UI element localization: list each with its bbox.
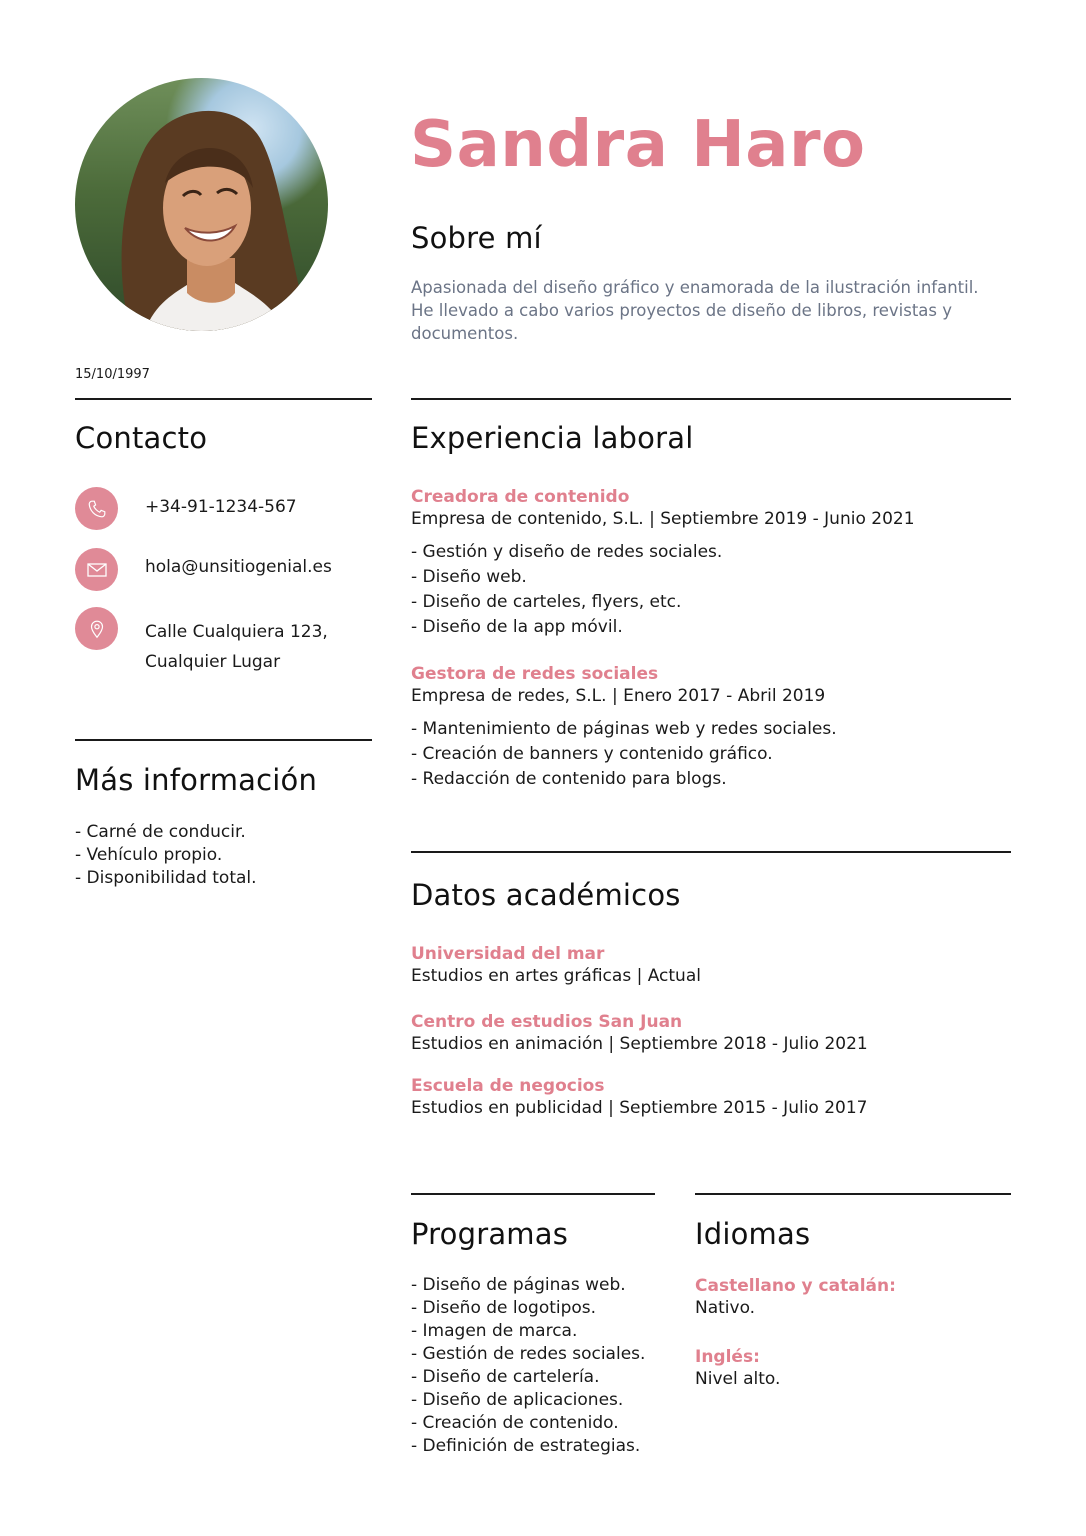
- about-line: He llevado a cabo varios proyectos de diseño de libros, revistas y: [411, 301, 953, 320]
- list-item: - Vehículo propio.: [75, 845, 223, 865]
- programs-title: Programas: [411, 1217, 569, 1251]
- job-company: Empresa de redes, S.L. | Enero 2017 - Abril 2019: [411, 686, 826, 706]
- list-item: - Imagen de marca.: [411, 1321, 578, 1341]
- contact-phone[interactable]: +34-91-1234-567: [145, 497, 297, 517]
- list-item: - Diseño web.: [411, 567, 527, 587]
- language-entry: [695, 1346, 780, 1391]
- divider: [75, 398, 372, 400]
- list-item: - Diseño de cartelería.: [411, 1367, 600, 1387]
- school-name: Escuela de negocios: [411, 1076, 605, 1096]
- phone-icon: [75, 487, 118, 530]
- education-title: Datos académicos: [411, 878, 681, 912]
- job-company: Empresa de contenido, S.L. | Septiembre 2019 - Junio 2021: [411, 509, 915, 529]
- school-detail: Estudios en artes gráficas | Actual: [411, 966, 701, 986]
- list-item: - Diseño de aplicaciones.: [411, 1390, 624, 1410]
- about-text: [411, 276, 979, 345]
- address-line: Calle Cualquiera 123,: [145, 622, 328, 642]
- job-tasks: [411, 717, 837, 792]
- more-info-title: Más información: [75, 763, 318, 797]
- divider: [411, 851, 1011, 853]
- list-item: - Diseño de páginas web.: [411, 1275, 626, 1295]
- divider: [695, 1193, 1011, 1195]
- divider: [75, 739, 372, 741]
- school-name: Universidad del mar: [411, 944, 605, 964]
- address-line: Cualquier Lugar: [145, 652, 281, 672]
- birth-date: 15/10/1997: [75, 367, 150, 382]
- contact-title: Contacto: [75, 421, 208, 455]
- language-level: Nativo.: [695, 1298, 756, 1318]
- job-entry: [411, 663, 837, 792]
- about-title: Sobre mí: [411, 221, 542, 255]
- contact-address: [145, 617, 328, 677]
- education-entry: [411, 1011, 868, 1056]
- about-line: documentos.: [411, 324, 519, 343]
- language-name: Castellano y catalán:: [695, 1276, 896, 1296]
- education-entry: [411, 1075, 868, 1120]
- about-line: Apasionada del diseño gráfico y enamorada de la ilustración infantil.: [411, 278, 979, 297]
- profile-photo: [75, 78, 328, 331]
- job-entry: [411, 486, 915, 640]
- portrait-image: [75, 78, 328, 331]
- job-role: Gestora de redes sociales: [411, 664, 659, 684]
- list-item: - Carné de conducir.: [75, 822, 246, 842]
- job-role: Creadora de contenido: [411, 487, 630, 507]
- school-name: Centro de estudios San Juan: [411, 1012, 683, 1032]
- list-item: - Gestión de redes sociales.: [411, 1344, 646, 1364]
- programs-list: [411, 1274, 645, 1458]
- contact-email[interactable]: hola@unsitiogenial.es: [145, 557, 332, 577]
- list-item: - Disponibilidad total.: [75, 868, 257, 888]
- location-pin-icon: [75, 607, 118, 650]
- list-item: - Mantenimiento de páginas web y redes sociales.: [411, 719, 837, 739]
- more-info-list: [75, 821, 257, 890]
- name-heading: Sandra Haro: [410, 108, 866, 182]
- job-tasks: [411, 540, 915, 640]
- divider: [411, 398, 1011, 400]
- divider: [411, 1193, 655, 1195]
- school-detail: Estudios en publicidad | Septiembre 2015 - Julio 2017: [411, 1098, 868, 1118]
- experience-title: Experiencia laboral: [411, 421, 694, 455]
- list-item: - Gestión y diseño de redes sociales.: [411, 542, 723, 562]
- list-item: - Definición de estrategias.: [411, 1436, 641, 1456]
- education-entry: [411, 943, 701, 988]
- list-item: - Creación de contenido.: [411, 1413, 619, 1433]
- list-item: - Diseño de logotipos.: [411, 1298, 597, 1318]
- languages-title: Idiomas: [695, 1217, 811, 1251]
- list-item: - Diseño de carteles, flyers, etc.: [411, 592, 682, 612]
- list-item: - Creación de banners y contenido gráfico.: [411, 744, 773, 764]
- school-detail: Estudios en animación | Septiembre 2018 - Julio 2021: [411, 1034, 868, 1054]
- list-item: - Redacción de contenido para blogs.: [411, 769, 727, 789]
- language-entry: [695, 1275, 896, 1320]
- list-item: - Diseño de la app móvil.: [411, 617, 623, 637]
- language-level: Nivel alto.: [695, 1369, 781, 1389]
- language-name: Inglés:: [695, 1347, 760, 1367]
- mail-icon: [75, 548, 118, 591]
